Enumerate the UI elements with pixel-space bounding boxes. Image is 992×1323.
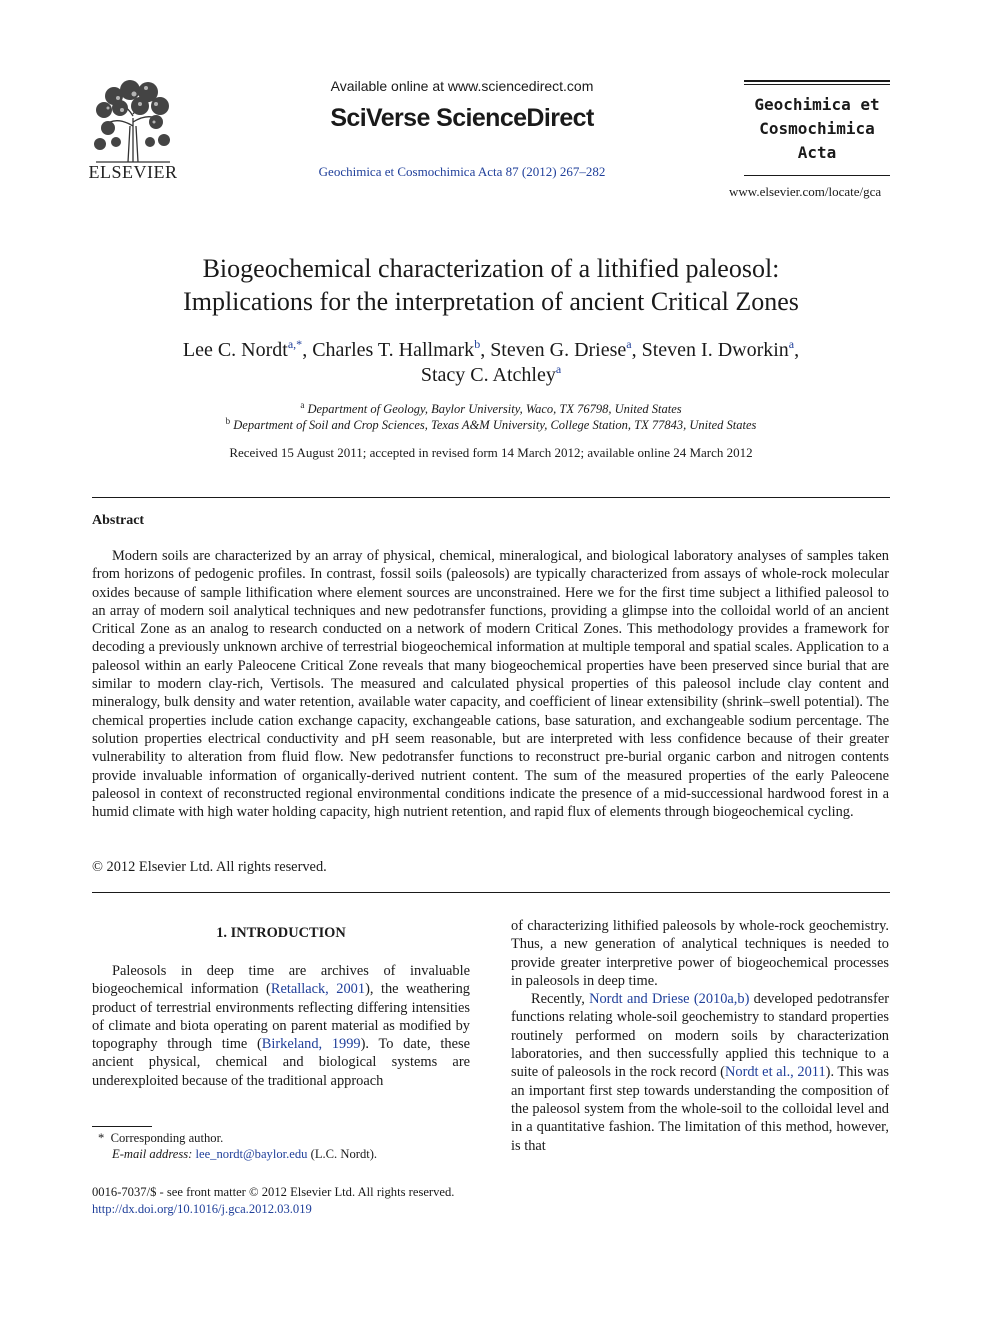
doi-link[interactable]: http://dx.doi.org/10.1016/j.gca.2012.03.019 (92, 1202, 312, 1216)
publisher-name: ELSEVIER (88, 162, 178, 182)
left-column (92, 962, 470, 1090)
citation-link[interactable]: Nordt et al., 2011 (724, 1064, 826, 1081)
section-heading: 1. INTRODUCTION (216, 925, 346, 941)
elsevier-logo (80, 78, 186, 183)
author-name[interactable]: Charles T. Hallmark (312, 339, 475, 361)
author-name[interactable]: Steven G. Driese (490, 339, 627, 361)
divider (92, 497, 890, 498)
journal-title: Geochimica et Cosmochimica Acta (754, 95, 880, 162)
author-name[interactable]: Stacy C. Atchley (420, 364, 556, 386)
article-title: Biogeochemical characterization of a lithified paleosol: Implications for the interpretation of ancient Critical Zones (183, 254, 799, 316)
journal-url[interactable]: www.elsevier.com/locate/gca (729, 184, 882, 199)
abstract-text: Modern soils are characterized by an array of physical, chemical, mineralogical, and biological laboratory analyses of samples taken from horizons of pedogenic profiles. In contrast, fossil soils (paleosols) are typically characterized from assays of whole-rock molecular oxides because of sample lithification where element sources are unconstrained. Here we for the first time subject a lithified paleosol to an array of modern soil analytical techniques and new pedotransfer functions, providing a glimpse into the colloidal world of an ancient Critical Zone as an analog to research conducted on a network of modern Critical Zones. This methodology provides a framework for decoding a previously unknown archive of terrestrial biogeochemical information at multiple temporal and spatial scales. Application to a paleosol within an early Paleocene Critical Zone reveals that many biogeochemical properties have been preserved since burial that are similar to modern clay-rich, Vertisols. The measured and calculated physical properties of this paleosol include clay content and mineralogy, bulk density and water retention, available water capacity, and coefficient of linear extensibility (shrink–swell potential). The chemical properties include cation exchange capacity, exchangeable cations, base saturation, and exchangeable sodium percentage. The solution properties electrical conductivity and pH seem reasonable, but are interpreted with less confidence because of their greater vulnerability to alteration from fluid flow. New pedotransfer functions to reconstruct pre-burial organic carbon and nitrogen contents provide invaluable information of organically-derived nutrient content. The sum of the measured properties of the early Paleocene paleosol in context of reconstructed regional environmental conditions indicate the presence of a mid-successional hardwood forest in a humid climate with high water holding capacity, high nutrient retention, and rapid flux of elements through biogeochemical cycling. (92, 548, 889, 821)
footnote-divider (92, 1126, 152, 1127)
elsevier-tree-icon (90, 78, 176, 164)
paragraph: Paleosols in deep time are archives of invaluable biogeochemical information (Retallack, 2001), the weathering product of terrestrial environments reflecting differing intensities of climate and biota operating on parent material as modified by topography through time (Birkeland, 1999). To date, these ancient physical, chemical and biological systems are underexploited because of the traditional approach (92, 963, 470, 1089)
corresponding-author-note: * Corresponding author. (98, 1131, 224, 1145)
citation-link[interactable]: Retallack, 2001 (270, 981, 366, 998)
journal-title-box (744, 80, 890, 176)
divider (92, 892, 890, 893)
abstract-copyright: © 2012 Elsevier Ltd. All rights reserved. (92, 859, 327, 875)
paragraph: Recently, Nordt and Driese (2010a,b) developed pedotransfer functions relating whole-soil geochemistry to standard properties routinely performed on modern soils by characterization laboratories, and then successfully applied this technique to a suite of paleosols in the rock record (Nordt et al., 2011). This was an important first step towards understanding the composition of the paleosol system from the whole-soil to the colloidal level and in a quantitative fashion. The limitation of this method, however, is that (511, 991, 889, 1154)
paragraph: of characterizing lithified paleosols by whole-rock geochemistry. Thus, a new generation of analytical techniques is needed to provide greater interpretive power of biogeochemical processes in paleosols in deep time. (511, 918, 889, 989)
platform-name: SciVerse ScienceDirect (330, 104, 594, 132)
author-name[interactable]: Lee C. Nordt (182, 339, 288, 361)
affiliation-b: $^b$ Department of Soil and Crop Sciences, Texas A&M University, College Station, TX 77843, United States (225, 416, 757, 432)
author-list: Lee C. Nordt$^{a,*}$, Charles T. Hallmark$^b$, Steven G. Driese$^a$, Steven I. Dworkin$^a$, Stacy C. Atchley$^a$ (182, 337, 800, 386)
email-note: E-mail address: lee_nordt@baylor.edu (L.C. Nordt). (112, 1147, 378, 1161)
front-matter (92, 1184, 454, 1218)
citation-link[interactable]: Birkeland, 1999 (261, 1036, 361, 1053)
right-column (511, 917, 889, 1155)
email-link[interactable]: lee_nordt@baylor.edu (195, 1147, 308, 1161)
issn-line: 0016-7037/$ - see front matter © 2012 Elsevier Ltd. All rights reserved. (92, 1185, 455, 1199)
author-name[interactable]: Steven I. Dworkin (641, 339, 789, 361)
abstract-heading: Abstract (92, 513, 145, 528)
citation-link[interactable]: Nordt and Driese (2010a,b) (589, 991, 750, 1008)
affiliation-a: $^a$ Department of Geology, Baylor University, Waco, TX 76798, United States (300, 400, 682, 416)
received-dates: Received 15 August 2011; accepted in revised form 14 March 2012; available online 24 March 2012 (229, 445, 753, 460)
journal-citation[interactable]: Geochimica et Cosmochimica Acta 87 (2012) 267–282 (318, 164, 606, 179)
available-online: Available online at www.sciencedirect.com (330, 78, 594, 94)
